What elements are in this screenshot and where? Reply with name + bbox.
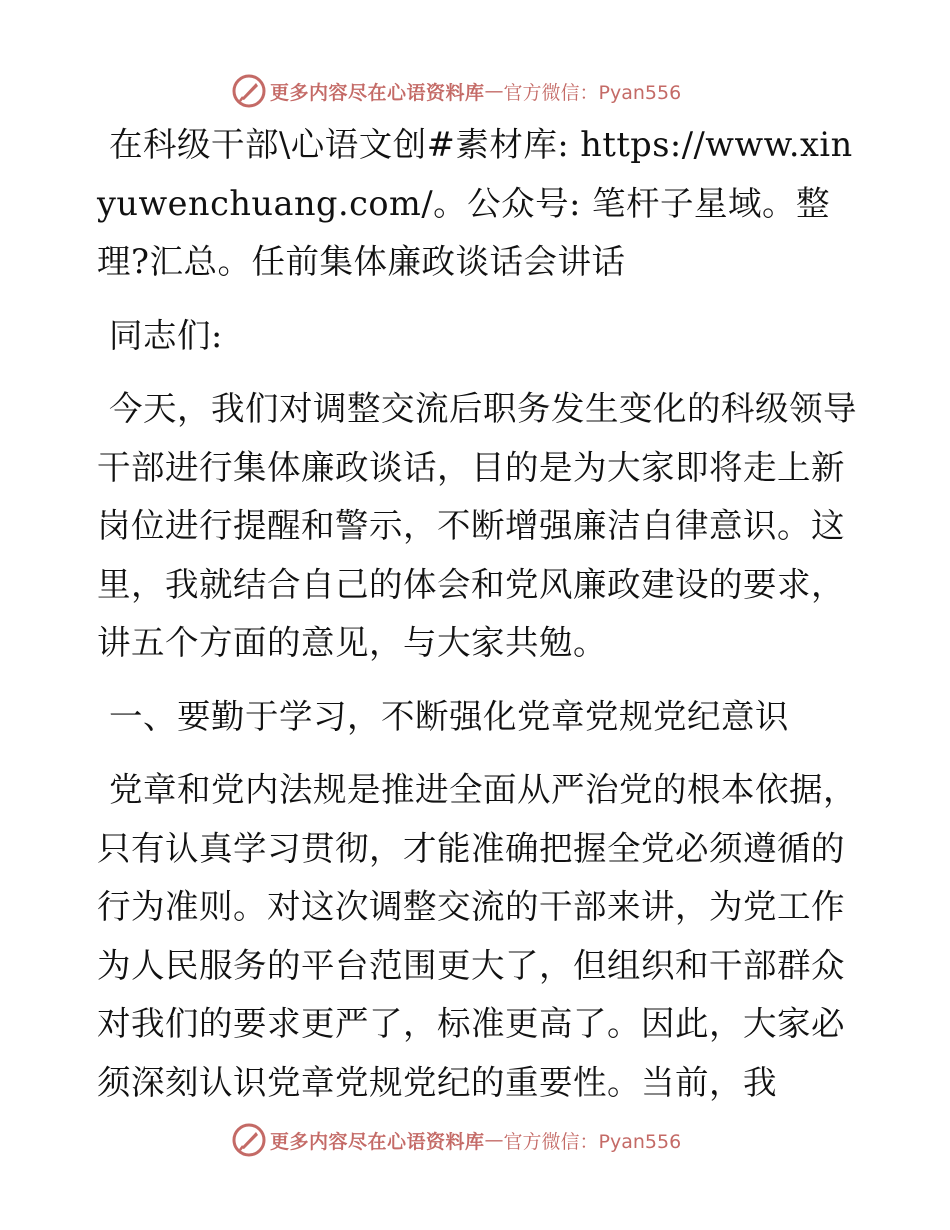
watermark-text: 更多内容尽在心语资料库	[270, 1130, 485, 1153]
feather-pen-logo-icon	[232, 74, 266, 108]
title-text: 在科级干部\心语文创#素材库: https://www.xinyuwenchuang.com/。公众号: 笔杆子星域。整理?汇总。任前集体廉政谈话会讲话	[97, 125, 853, 281]
watermark-wechat: 官方微信：Pyan556	[503, 81, 682, 104]
intro-paragraph	[97, 380, 857, 673]
watermark-text: 更多内容尽在心语资料库	[270, 81, 485, 104]
document-body	[97, 116, 857, 1112]
greeting-paragraph	[97, 307, 857, 366]
heading-1-text: 一、要勤于学习，不断强化党章党规党纪意识	[109, 696, 789, 736]
document-title-line	[97, 116, 857, 292]
feather-pen-logo-icon	[232, 1123, 266, 1157]
section-heading-1	[97, 688, 857, 747]
watermark-separator: —	[484, 1129, 504, 1151]
watermark-header	[232, 74, 681, 108]
body-1-text: 党章和党内法规是推进全面从严治党的根本依据，只有认真学习贯彻，才能准确把握全党必须遵循的行为准则。对这次调整交流的干部来讲，为党工作为人民服务的平台范围更大了，但组织和干部群众对我们的要求更严了，标准更高了。因此，大家必须深刻认识党章党规党纪的重要性。当前，我	[97, 770, 857, 1102]
greeting-text: 同志们:	[109, 315, 223, 355]
section-body-1	[97, 761, 857, 1112]
watermark-separator: —	[484, 80, 504, 102]
intro-text: 今天，我们对调整交流后职务发生变化的科级领导干部进行集体廉政谈话，目的是为大家即将走上新岗位进行提醒和警示，不断增强廉洁自律意识。这里，我就结合自己的体会和党风廉政建设的要求，讲五个方面的意见，与大家共勉。	[97, 389, 857, 662]
watermark-wechat: 官方微信：Pyan556	[503, 1130, 682, 1153]
watermark-footer	[232, 1123, 681, 1157]
